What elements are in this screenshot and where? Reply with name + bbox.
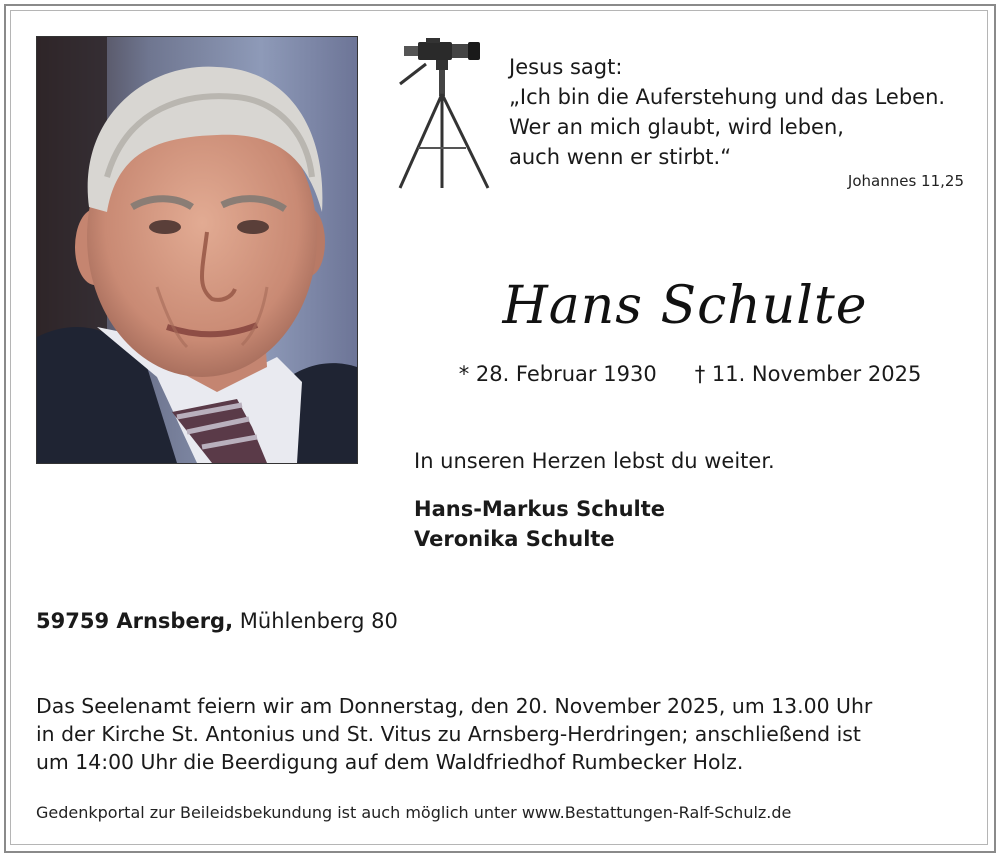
mourners-list: [414, 494, 665, 554]
birth-date: * 28. Februar 1930: [458, 362, 657, 386]
service-line: um 14:00 Uhr die Beerdigung auf dem Waldfriedhof Rumbecker Holz.: [36, 750, 744, 774]
memorial-portal-note: Gedenkportal zur Beileidsbekundung ist auch möglich unter www.Bestattungen-Ralf-Schulz.de: [36, 803, 792, 822]
bible-quote: [509, 52, 969, 172]
portrait-photo: [36, 36, 358, 464]
camera-tripod-icon: [396, 38, 492, 192]
address-street: Mühlenberg 80: [239, 609, 398, 633]
death-date: † 11. November 2025: [694, 362, 922, 386]
quote-line: Wer an mich glaubt, wird leben,: [509, 115, 844, 139]
address-city: 59759 Arnsberg,: [36, 609, 234, 633]
service-line: in der Kirche St. Antonius und St. Vitus zu Arnsberg-Herdringen; anschließend ist: [36, 722, 861, 746]
mourner-name: Veronika Schulte: [414, 527, 615, 551]
deceased-name: Hans Schulte: [502, 276, 868, 336]
quote-reference: Johannes 11,25: [847, 172, 964, 190]
quote-line: auch wenn er stirbt.“: [509, 145, 732, 169]
service-details: [36, 692, 971, 776]
quote-line: „Ich bin die Auferstehung und das Leben.: [509, 85, 946, 109]
mourner-name: Hans-Markus Schulte: [414, 497, 666, 521]
life-dates: [420, 362, 960, 386]
quote-line: Jesus sagt:: [509, 55, 623, 79]
address: [36, 609, 398, 633]
service-line: Das Seelenamt feiern wir am Donnerstag, den 20. November 2025, um 13.00 Uhr: [36, 694, 873, 718]
memorial-motto: In unseren Herzen lebst du weiter.: [414, 449, 775, 473]
